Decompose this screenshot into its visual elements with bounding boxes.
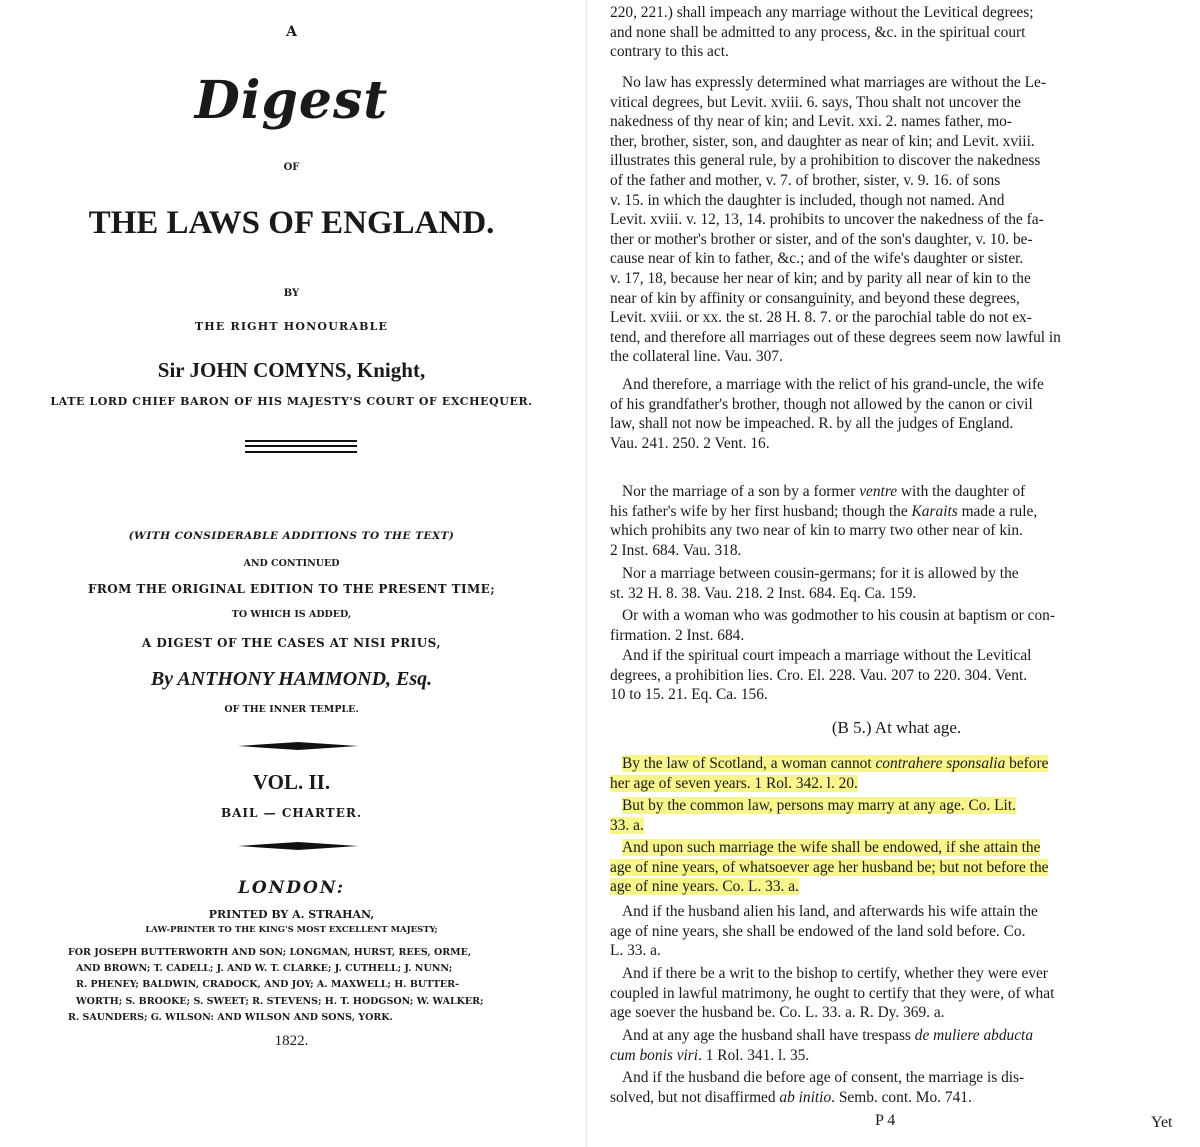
article-a: A xyxy=(286,24,297,40)
text-line: st. 32 H. 8. 38. Vau. 218. 2 Inst. 684. Eq. Ca. 159. xyxy=(610,584,917,602)
continued-label: AND CONTINUED xyxy=(243,558,340,569)
text-line: his father's wife by her first husband; though the Karaits made a rule, xyxy=(610,502,1038,520)
text-line: L. 33. a. xyxy=(610,942,661,960)
text-line: Levit. xviii. or xx. the st. 28 H. 8. 7. or the parochial table do not ex- xyxy=(610,309,1032,327)
additions-note: (WITH CONSIDERABLE ADDITIONS TO THE TEXT) xyxy=(128,530,455,542)
text-line: v. 15. in which the daughter is included, though not named. And xyxy=(610,191,1005,209)
text-line: the collateral line. Vau. 307. xyxy=(610,348,783,366)
paragraph xyxy=(610,73,1183,367)
highlighted-line: And upon such marriage the wife shall be endowed, if she attain the xyxy=(622,839,1041,856)
publisher-line: AND BROWN; T. CADELL; J. AND W. T. CLARKE; J. CUTHELL; J. NUNN; xyxy=(76,963,453,975)
of-label: OF xyxy=(283,162,300,173)
text-line: of his grandfather's brother, though not allowed by the canon or civil xyxy=(610,395,1033,413)
paragraph xyxy=(610,3,1183,62)
publisher-line: R. PHENEY; BALDWIN, CRADOCK, AND JOY; A. MAXWELL; H. BUTTER- xyxy=(76,979,460,991)
nisi-prius-line: A DIGEST OF THE CASES AT NISI PRIUS, xyxy=(141,636,442,650)
italic-phrase: contrahere sponsalia xyxy=(875,755,1006,772)
page-divider xyxy=(586,0,591,1147)
text-line: law, shall not now be impeached. R. by all the judges of England. xyxy=(610,415,1014,433)
added-label: TO WHICH IS ADDED, xyxy=(231,609,352,620)
ornament-rule-2 xyxy=(238,842,358,850)
from-line: FROM THE ORIGINAL EDITION TO THE PRESENT TIME; xyxy=(87,582,496,596)
highlighted-line: But by the common law, persons may marry at any age. Co. Lit. xyxy=(622,797,1016,814)
text-line: solved, but not disaffirmed ab initio. Semb. cont. Mo. 741. xyxy=(610,1088,972,1106)
publishers-list xyxy=(68,945,568,1026)
text-line: age soever the husband be. Co. L. 33. a. R. Dy. 369. a. xyxy=(610,1004,945,1022)
year-label: 1822. xyxy=(274,1033,309,1049)
text-line: And therefore, a marriage with the relict of his grand-uncle, the wife xyxy=(622,376,1044,393)
text-line: v. 17, 18, because her near of kin; and by parity all near of kin to the xyxy=(610,269,1031,287)
highlighted-paragraph xyxy=(610,754,1183,793)
printer-role: LAW-PRINTER TO THE KING'S MOST EXCELLENT MAJESTY; xyxy=(145,925,438,935)
text-line: coupled in lawful matrimony, he ought to certify that they were, of what xyxy=(610,984,1055,1002)
text-line: ther or mother's brother or sister, and of the son's daughter, v. 10. be- xyxy=(610,230,1033,248)
paragraph xyxy=(610,482,1183,560)
text-line: 2 Inst. 684. Vau. 318. xyxy=(610,541,742,559)
section-heading: (B 5.) At what age. xyxy=(831,718,962,737)
text-line: cause near of kin to father, &c.; and of the wife's daughter or sister. xyxy=(610,250,1024,268)
text-line: And if there be a writ to the bishop to certify, whether they were ever xyxy=(622,965,1048,982)
paragraph xyxy=(610,564,1183,603)
text-line: near of kin by affinity or consanguinity, and beyond these degrees, xyxy=(610,289,1020,307)
highlighted-line: By the law of Scotland, a woman cannot contrahere sponsalia before xyxy=(622,755,1049,772)
editor-name: By ANTHONY HAMMOND, Esq. xyxy=(150,668,433,690)
text-line: firmation. 2 Inst. 684. xyxy=(610,626,745,644)
highlighted-paragraph xyxy=(610,838,1183,897)
city-label: LONDON: xyxy=(237,878,346,898)
text-line: cum bonis viri. 1 Rol. 341. l. 35. xyxy=(610,1046,810,1064)
text-line: illustrates this general rule, by a prohibition to discover the nakedness xyxy=(610,152,1041,170)
printer-line: PRINTED BY A. STRAHAN, xyxy=(208,908,375,921)
by-label: BY xyxy=(283,288,300,299)
highlighted-paragraph xyxy=(610,796,1183,835)
text-line: and none shall be admitted to any process, &c. in the spiritual court xyxy=(610,23,1026,41)
text-line: Or with a woman who was godmother to his cousin at baptism or con- xyxy=(622,607,1056,624)
text-line: And if the spiritual court impeach a marriage without the Levitical xyxy=(622,647,1032,664)
main-title: THE LAWS OF ENGLAND. xyxy=(88,205,495,241)
text-line: And at any age the husband shall have trespass de muliere abducta xyxy=(622,1027,1034,1044)
italic-phrase: de muliere abducta xyxy=(914,1027,1034,1044)
text-line: Nor a marriage between cousin-germans; for it is allowed by the xyxy=(622,565,1019,582)
paragraph xyxy=(610,1068,1183,1107)
volume-range: BAIL — CHARTER. xyxy=(220,806,363,820)
italic-phrase: ab initio xyxy=(779,1088,832,1106)
text-line: Vau. 241. 250. 2 Vent. 16. xyxy=(610,434,770,452)
honourable-label: THE RIGHT HONOURABLE xyxy=(194,320,389,333)
paragraph xyxy=(610,606,1183,645)
text-page xyxy=(593,0,1200,1147)
italic-phrase: cum bonis viri xyxy=(610,1046,699,1064)
text-line: degrees, a prohibition lies. Cro. El. 228. Vau. 207 to 220. 304. Vent. xyxy=(610,666,1028,684)
text-line: ther, brother, sister, son, and daughter as near of kin; and Levit. xviii. xyxy=(610,132,1035,150)
catchword: Yet xyxy=(1151,1114,1173,1131)
author-title: LATE LORD CHIEF BARON OF HIS MAJESTY'S COURT OF EXCHEQUER. xyxy=(50,395,533,408)
highlighted-line: 33. a. xyxy=(610,816,644,834)
highlighted-line: age of nine years. Co. L. 33. a. xyxy=(610,878,799,896)
text-line: And if the husband die before age of consent, the marriage is dis- xyxy=(622,1069,1025,1086)
text-line: vitical degrees, but Levit. xviii. 6. says, Thou shalt not uncover the xyxy=(610,93,1021,111)
paragraph xyxy=(610,902,1183,961)
text-line: Levit. xviii. v. 12, 13, 14. prohibits to uncover the nakedness of the fa- xyxy=(610,211,1044,229)
text-line: age of nine years, she shall be endowed of the land sold before. Co. xyxy=(610,922,1026,940)
title-page xyxy=(0,0,583,1147)
ornament-rule xyxy=(238,742,358,750)
text-line: 10 to 15. 21. Eq. Ca. 156. xyxy=(610,686,768,704)
publisher-line: FOR JOSEPH BUTTERWORTH AND SON; LONGMAN, HURST, REES, ORME, xyxy=(68,947,472,958)
text-line: tend, and therefore all marriages out of these degrees seem now lawful in xyxy=(610,328,1061,346)
highlighted-line: age of nine years, of whatsoever age her husband be; but not before the xyxy=(610,858,1049,876)
signature-mark: P 4 xyxy=(875,1112,896,1129)
text-line: contrary to this act. xyxy=(610,43,729,61)
text-line: of the father and mother, v. 7. of brother, sister, v. 9. 16. of sons xyxy=(610,171,1001,189)
highlighted-line: her age of seven years. 1 Rol. 342. l. 20. xyxy=(610,774,858,792)
publisher-line: WORTH; S. BROOKE; S. SWEET; R. STEVENS; H. T. HODGSON; W. WALKER; xyxy=(76,995,484,1007)
text-line: And if the husband alien his land, and afterwards his wife attain the xyxy=(622,903,1038,920)
text-line: 220, 221.) shall impeach any marriage without the Levitical degrees; xyxy=(610,4,1034,21)
volume-label: VOL. II. xyxy=(252,770,331,794)
italic-phrase: ventre xyxy=(859,483,898,500)
paragraph xyxy=(610,964,1183,1023)
italic-phrase: Karaits xyxy=(911,502,958,520)
text-line: which prohibits any two near of kin to marry two other near of kin. xyxy=(610,522,1023,540)
paragraph xyxy=(610,646,1183,705)
author-name: Sir JOHN COMYNS, Knight, xyxy=(157,358,426,382)
text-line: nakedness of thy near of kin; and Levit. xxi. 2. names father, mo- xyxy=(610,113,1012,131)
paragraph xyxy=(610,1026,1183,1065)
double-rule xyxy=(245,440,357,453)
temple-label: OF THE INNER TEMPLE. xyxy=(224,704,359,715)
publisher-line: R. SAUNDERS; G. WILSON: AND WILSON AND SONS, YORK. xyxy=(68,1011,393,1023)
text-line: No law has expressly determined what marriages are without the Le- xyxy=(622,74,1046,91)
text-line: Nor the marriage of a son by a former ventre with the daughter of xyxy=(622,483,1026,500)
title-blackletter: Digest xyxy=(194,70,389,131)
paragraph xyxy=(610,375,1183,453)
